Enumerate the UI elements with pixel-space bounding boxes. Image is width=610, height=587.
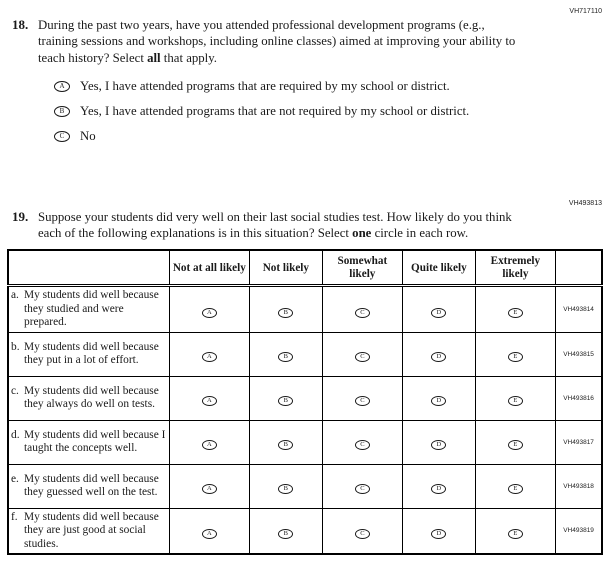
question-18-code: VH717110 <box>569 8 602 15</box>
answer-bubble-cell[interactable] <box>169 420 250 464</box>
bubble-letter: A <box>206 308 212 316</box>
answer-bubble-cell[interactable] <box>169 464 250 508</box>
bubble-letter: B <box>283 397 289 405</box>
row-text: My students did well because they guessed well on the test. <box>24 472 159 499</box>
question-18-number: 18. <box>12 17 29 32</box>
question-19-text-start: Suppose your students did very well on their last social studies test. How likely do you think each of the following explanations is in this situation? Select <box>38 209 512 240</box>
row-label <box>8 286 169 332</box>
answer-bubble-icon[interactable] <box>431 484 446 494</box>
bubble-letter: D <box>436 308 442 316</box>
answer-bubble-cell[interactable] <box>403 286 475 332</box>
bubble-letter: C <box>59 131 65 140</box>
bubble-letter: D <box>436 397 442 405</box>
row-code: VH493815 <box>556 332 602 376</box>
question-19-body <box>38 209 523 242</box>
empty-label-header <box>8 250 169 286</box>
bubble-letter: E <box>513 353 518 361</box>
option-label: No <box>80 128 96 143</box>
table-row-a <box>8 286 602 332</box>
row-text: My students did well because they put in a lot of effort. <box>24 340 159 367</box>
bubble-letter: B <box>283 308 289 316</box>
answer-bubble-cell[interactable] <box>475 464 556 508</box>
answer-bubble-cell[interactable] <box>322 420 403 464</box>
col-header-extremely-likely: Extremely likely <box>475 250 556 286</box>
table-row-c <box>8 376 602 420</box>
question-19-text-end: circle in each row. <box>371 226 469 240</box>
row-label <box>8 376 169 420</box>
answer-bubble-cell[interactable] <box>403 508 475 554</box>
bubble-letter: A <box>206 353 212 361</box>
answer-bubble-icon[interactable] <box>508 308 523 318</box>
answer-bubble-cell[interactable] <box>250 420 322 464</box>
answer-bubble-cell[interactable] <box>403 332 475 376</box>
answer-bubble-cell[interactable] <box>403 376 475 420</box>
bubble-letter: B <box>59 106 65 115</box>
bubble-letter: E <box>513 308 518 316</box>
question-19-code: VH493813 <box>568 199 602 207</box>
empty-code-header <box>556 250 602 286</box>
table-row-b <box>8 332 602 376</box>
answer-bubble-icon[interactable] <box>202 308 217 318</box>
answer-bubble-icon[interactable] <box>508 440 523 450</box>
answer-bubble-icon[interactable] <box>278 440 293 450</box>
answer-bubble-icon[interactable] <box>278 396 293 406</box>
answer-bubble-cell[interactable] <box>322 508 403 554</box>
table-row-d <box>8 420 602 464</box>
answer-bubble-cell[interactable] <box>169 508 250 554</box>
row-letter: d. <box>11 428 20 441</box>
question-18-options <box>54 79 523 144</box>
answer-bubble-icon[interactable] <box>54 131 70 142</box>
answer-bubble-cell[interactable] <box>475 420 556 464</box>
bubble-letter: A <box>206 529 212 537</box>
row-code: VH493819 <box>556 508 602 554</box>
answer-bubble-cell[interactable] <box>475 332 556 376</box>
answer-bubble-icon[interactable] <box>202 352 217 362</box>
answer-bubble-icon[interactable] <box>355 352 370 362</box>
bubble-letter: A <box>59 81 65 90</box>
question-19-number: 19. <box>12 208 29 224</box>
row-letter: a. <box>11 289 19 302</box>
bubble-letter: B <box>283 441 289 449</box>
bubble-letter: E <box>513 485 518 493</box>
answer-bubble-icon[interactable] <box>431 308 446 318</box>
bubble-letter: A <box>206 397 212 405</box>
bubble-letter: E <box>513 397 518 405</box>
answer-bubble-icon[interactable] <box>278 484 293 494</box>
bubble-letter: D <box>436 485 442 493</box>
bubble-letter: A <box>206 485 212 493</box>
bubble-letter: B <box>283 485 289 493</box>
col-header-not-at-all-likely: Not at all likely <box>169 250 250 286</box>
answer-bubble-cell[interactable] <box>169 332 250 376</box>
bubble-letter: E <box>513 441 518 449</box>
answer-bubble-icon[interactable] <box>355 529 370 539</box>
row-label <box>8 508 169 554</box>
answer-bubble-icon[interactable] <box>431 396 446 406</box>
answer-bubble-cell[interactable] <box>250 286 322 332</box>
answer-bubble-icon[interactable] <box>202 484 217 494</box>
question-18-text-end: that apply. <box>160 50 217 65</box>
bubble-letter: C <box>360 529 365 537</box>
row-code: VH493816 <box>556 376 602 420</box>
answer-bubble-icon[interactable] <box>202 529 217 539</box>
answer-bubble-cell[interactable] <box>475 286 556 332</box>
answer-bubble-icon[interactable] <box>278 529 293 539</box>
row-text: My students did well because I taught the concepts well. <box>24 428 166 455</box>
option-label: Yes, I have attended programs that are required by my school or district. <box>80 78 450 93</box>
answer-bubble-icon[interactable] <box>508 396 523 406</box>
bubble-letter: C <box>360 308 365 316</box>
answer-bubble-icon[interactable] <box>202 396 217 406</box>
row-label <box>8 464 169 508</box>
col-header-somewhat-likely: Somewhat likely <box>322 250 403 286</box>
row-letter: c. <box>11 384 19 397</box>
q18-option-b[interactable] <box>54 104 523 119</box>
bubble-letter: C <box>360 353 365 361</box>
answer-bubble-cell[interactable] <box>322 376 403 420</box>
question-18-text-start: During the past two years, have you attended professional development programs (e.g., training sessions and workshops, including online classes) aimed at improving your ability to teach history? Select <box>38 18 516 65</box>
question-18-body <box>38 17 523 154</box>
answer-bubble-cell[interactable] <box>322 286 403 332</box>
table-row-e <box>8 464 602 508</box>
row-code: VH493818 <box>556 464 602 508</box>
row-label <box>8 420 169 464</box>
answer-bubble-cell[interactable] <box>250 464 322 508</box>
answer-bubble-icon[interactable] <box>355 308 370 318</box>
question-18-bold-word: all <box>147 50 161 65</box>
answer-bubble-icon[interactable] <box>508 352 523 362</box>
col-header-not-likely: Not likely <box>250 250 322 286</box>
bubble-letter: D <box>436 441 442 449</box>
answer-bubble-icon[interactable] <box>54 106 70 117</box>
answer-bubble-icon[interactable] <box>431 529 446 539</box>
answer-bubble-icon[interactable] <box>355 440 370 450</box>
row-letter: b. <box>11 340 20 353</box>
answer-bubble-cell[interactable] <box>250 332 322 376</box>
answer-bubble-icon[interactable] <box>54 81 70 92</box>
answer-bubble-icon[interactable] <box>355 396 370 406</box>
answer-bubble-icon[interactable] <box>508 529 523 539</box>
option-label: Yes, I have attended programs that are not required by my school or district. <box>80 103 470 118</box>
answer-bubble-icon[interactable] <box>355 484 370 494</box>
answer-bubble-cell[interactable] <box>169 286 250 332</box>
q18-option-c[interactable] <box>54 129 523 144</box>
bubble-letter: C <box>360 485 365 493</box>
answer-bubble-icon[interactable] <box>431 352 446 362</box>
answer-bubble-icon[interactable] <box>431 440 446 450</box>
answer-bubble-cell[interactable] <box>475 376 556 420</box>
q19-likelihood-table <box>7 249 603 555</box>
answer-bubble-cell[interactable] <box>403 464 475 508</box>
bubble-letter: C <box>360 441 365 449</box>
row-letter: e. <box>11 472 19 485</box>
answer-bubble-icon[interactable] <box>278 352 293 362</box>
row-text: My students did well because they studied and were prepared. <box>24 289 159 329</box>
question-19 <box>12 209 600 242</box>
row-text: My students did well because they always do well on tests. <box>24 384 159 411</box>
answer-bubble-cell[interactable] <box>403 420 475 464</box>
row-letter: f. <box>11 510 18 523</box>
answer-bubble-cell[interactable] <box>250 376 322 420</box>
bubble-letter: B <box>283 353 289 361</box>
question-18 <box>12 17 600 154</box>
question-18-text <box>38 17 523 66</box>
bubble-letter: D <box>436 353 442 361</box>
answer-bubble-cell[interactable] <box>169 376 250 420</box>
question-19-text <box>38 209 523 242</box>
question-19-bold-word: one <box>352 226 372 240</box>
bubble-letter: E <box>513 529 518 537</box>
answer-bubble-icon[interactable] <box>202 440 217 450</box>
row-code: VH493817 <box>556 420 602 464</box>
answer-bubble-cell[interactable] <box>322 332 403 376</box>
answer-bubble-icon[interactable] <box>508 484 523 494</box>
col-header-quite-likely: Quite likely <box>403 250 475 286</box>
table-header-row <box>8 250 602 286</box>
bubble-letter: C <box>360 397 365 405</box>
bubble-letter: A <box>206 441 212 449</box>
answer-bubble-cell[interactable] <box>322 464 403 508</box>
bubble-letter: D <box>436 529 442 537</box>
answer-bubble-cell[interactable] <box>475 508 556 554</box>
bubble-letter: B <box>283 529 289 537</box>
table-row-f <box>8 508 602 554</box>
question-19-block <box>0 200 610 555</box>
answer-bubble-cell[interactable] <box>250 508 322 554</box>
row-label <box>8 332 169 376</box>
q18-option-a[interactable] <box>54 79 523 94</box>
row-code: VH493814 <box>556 286 602 332</box>
row-text: My students did well because they are just good at social studies. <box>24 510 159 550</box>
answer-bubble-icon[interactable] <box>278 308 293 318</box>
